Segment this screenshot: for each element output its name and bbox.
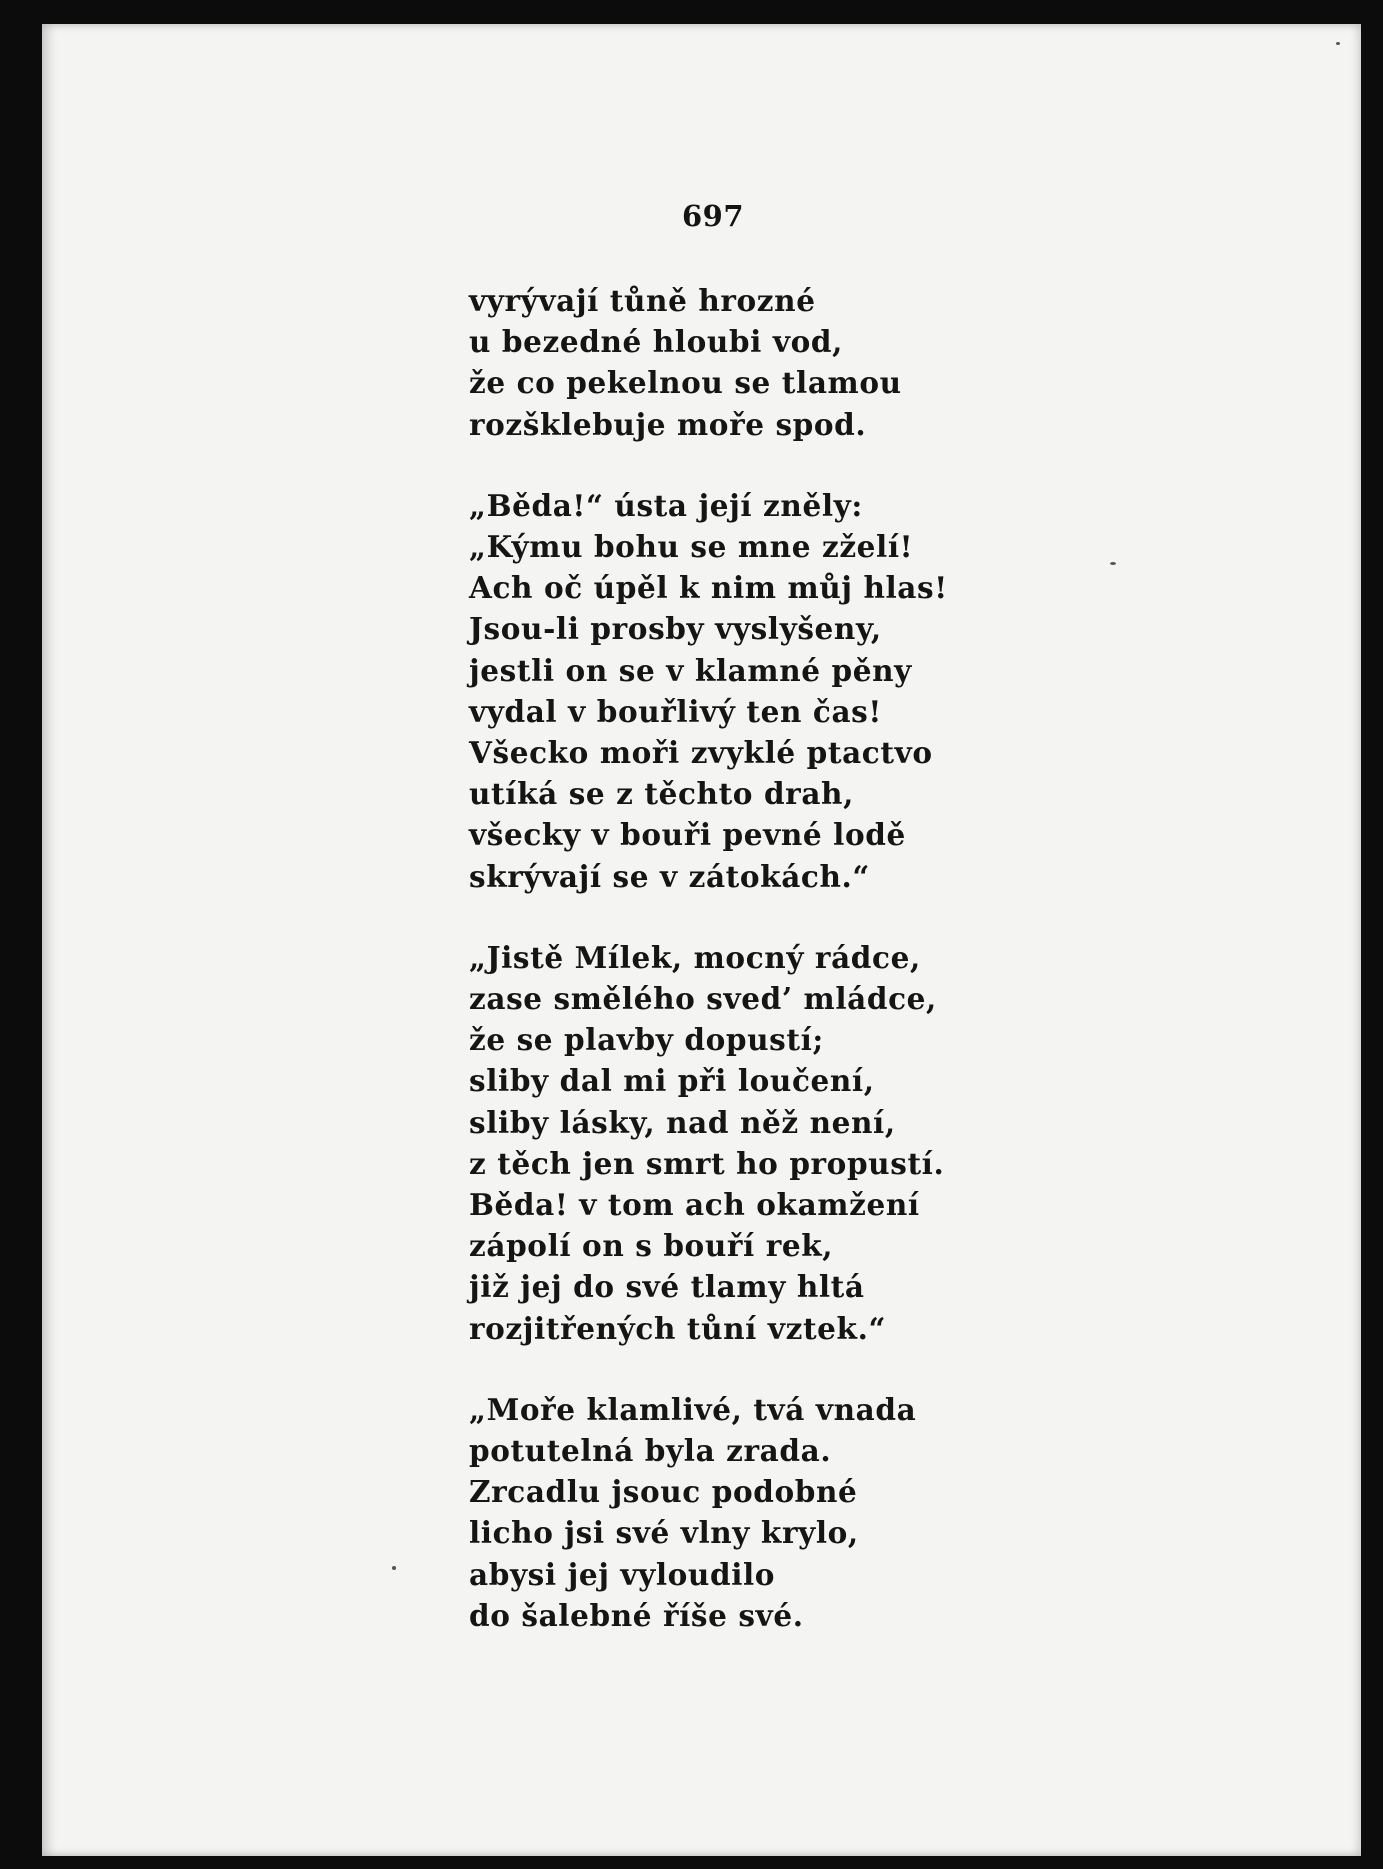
verse-line: abysi jej vyloudilo [469,1556,776,1592]
verse-line: u bezedné hloubi vod, [469,324,843,360]
verse-line: Všecko moři zvyklé ptactvo [469,735,933,771]
poem-text [469,280,949,1676]
ink-speck [1336,42,1340,45]
verse-line: vydal v bouřlivý ten čas! [469,693,882,729]
scan-border-bottom [0,1856,1383,1869]
verse-line: potutelná byla zrada. [469,1433,832,1469]
scan-border-top [0,0,1383,24]
verse-line: že co pekelnou se tlamou [469,365,902,401]
verse-line: Běda! v tom ach okamžení [469,1187,920,1223]
verse-line: jestli on se v klamné pěny [469,652,912,688]
verse-line: do šalebné říše své. [469,1597,804,1633]
verse-line: zase smělého sved’ mládce, [469,981,937,1017]
stanza [469,1389,949,1636]
verse-line: skrývají se v zátokách.“ [469,858,870,894]
verse-line: Jsou-li prosby vyslyšeny, [469,611,882,647]
verse-line: všecky v bouři pevné lodě [469,817,906,853]
verse-line: „Kýmu bohu se mne zželí! [469,529,914,565]
verse-line: zápolí on s bouří rek, [469,1228,834,1264]
verse-line: „Moře klamlivé, tvá vnada [469,1391,917,1427]
verse-line: z těch jen smrt ho propustí. [469,1145,945,1181]
ink-speck [1110,562,1116,565]
verse-line: sliby dal mi při loučení, [469,1063,875,1099]
verse-line: utíká se z těchto drah, [469,776,854,812]
verse-line: že se plavby dopustí; [469,1022,824,1058]
verse-line: licho jsi své vlny krylo, [469,1515,859,1551]
verse-line: Zrcadlu jsouc podobné [469,1474,858,1510]
scan-border-right [1361,0,1383,1869]
ink-speck [392,1566,396,1570]
stanza [469,280,949,445]
verse-line: rozšklebuje moře spod. [469,406,867,442]
book-page [42,24,1361,1856]
stanza [469,485,949,897]
verse-line: již jej do své tlamy hltá [469,1269,865,1305]
scan-border-left [0,0,42,1869]
page-number: 697 [682,199,745,233]
verse-line: rozjitřených tůní vztek.“ [469,1310,887,1346]
verse-line: „Běda!“ ústa její zněly: [469,487,863,523]
stanza [469,937,949,1349]
verse-line: vyrývají tůně hrozné [469,283,816,318]
verse-line: sliby lásky, nad něž není, [469,1104,896,1140]
verse-line: „Jistě Mílek, mocný rádce, [469,939,921,975]
verse-line: Ach oč úpěl k nim můj hlas! [469,570,948,606]
